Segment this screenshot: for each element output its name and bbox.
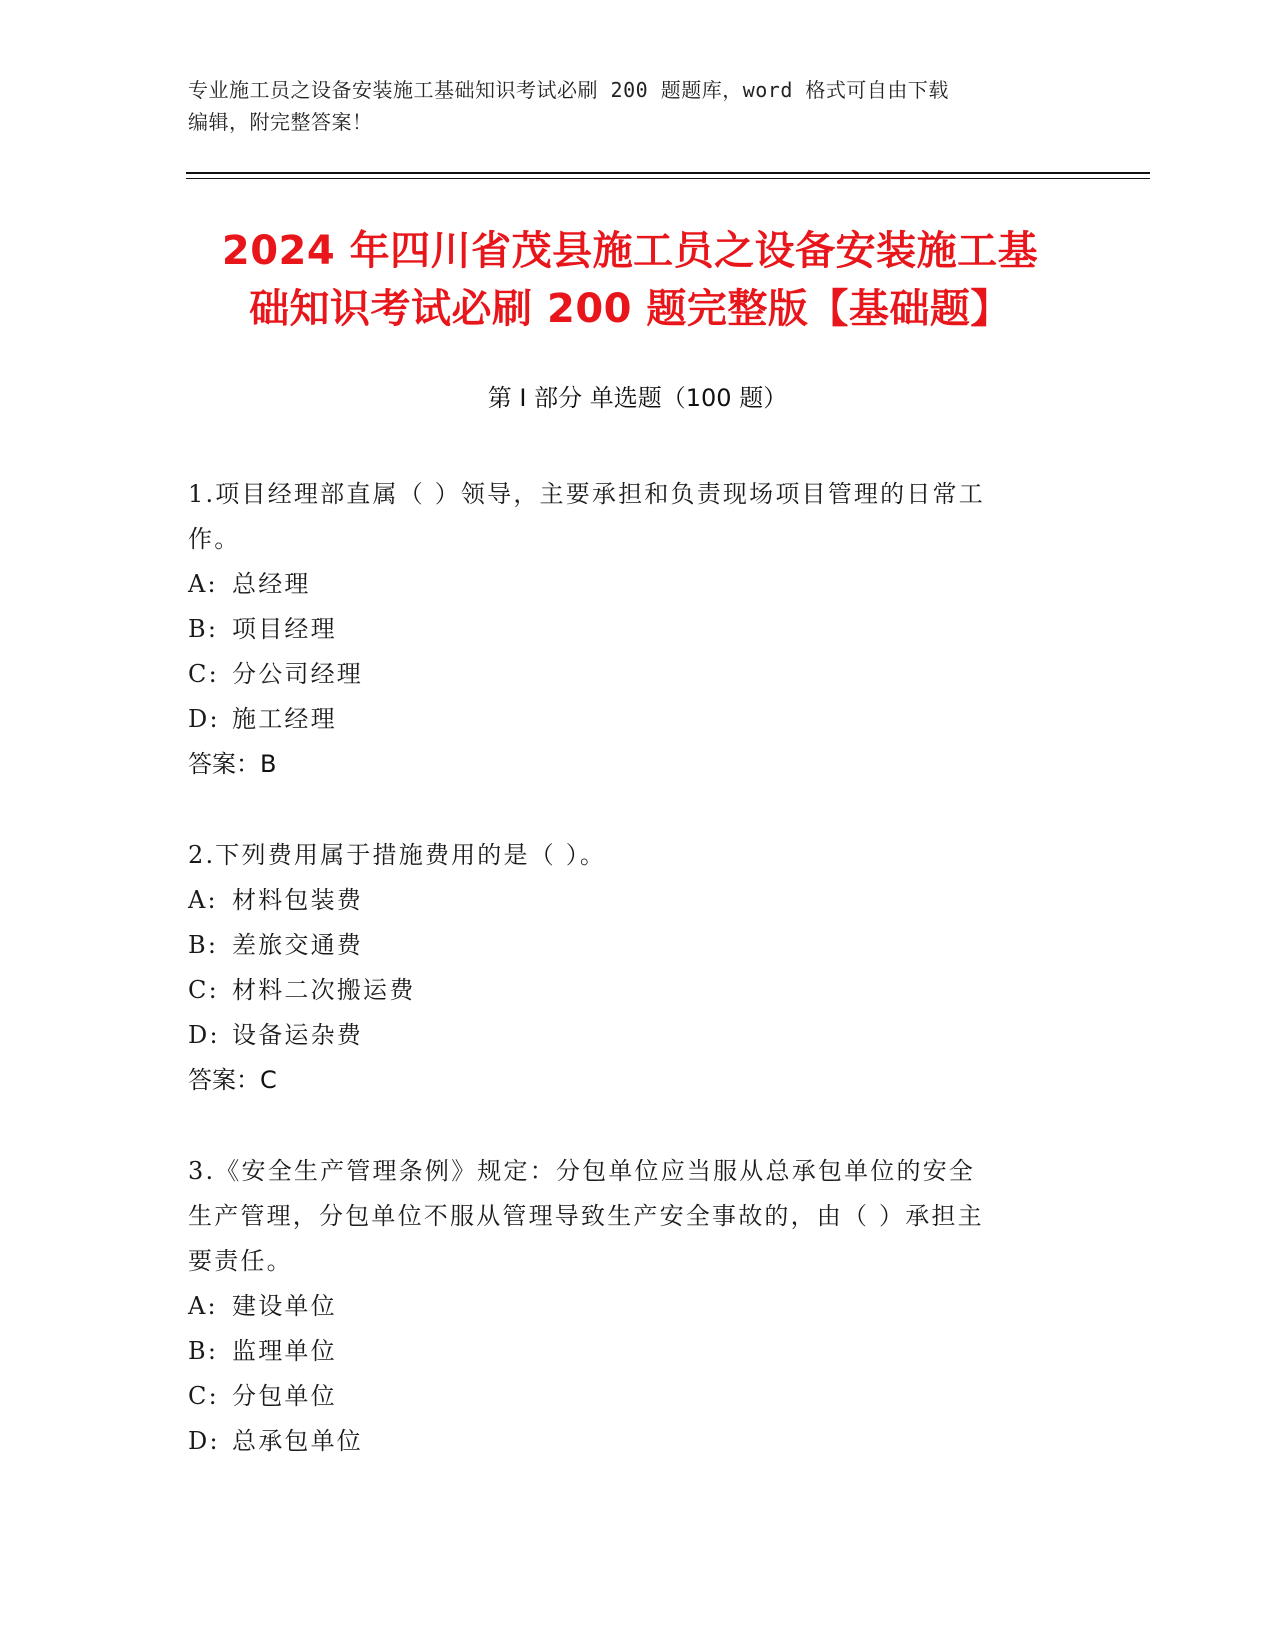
section-title: 第 I 部分 单选题（100 题） xyxy=(487,384,788,412)
option-letter: C: xyxy=(188,976,219,1004)
option-letter: B: xyxy=(188,615,219,643)
option-text: 监理单位 xyxy=(232,1337,337,1365)
option-text: 分包单位 xyxy=(232,1382,337,1410)
option-b xyxy=(188,607,1068,652)
option-letter: A: xyxy=(188,1292,218,1320)
answer-line: 答案：B xyxy=(188,750,277,778)
question-stem-line: 要责任。 xyxy=(188,1247,293,1275)
option-letter: C: xyxy=(188,660,219,688)
header-divider-thick xyxy=(186,172,1150,174)
question-stem-line: 1.项目经理部直属（ ）领导，主要承担和负责现场项目管理的日常工 xyxy=(188,480,985,508)
option-text: 材料二次搬运费 xyxy=(232,976,416,1004)
option-d xyxy=(188,1013,1068,1058)
option-text: 差旅交通费 xyxy=(232,931,363,959)
header-note-line-2: 编辑，附完整答案！ xyxy=(188,110,373,134)
question-stem-line: 3.《安全生产管理条例》规定：分包单位应当服从总承包单位的安全 xyxy=(188,1157,976,1185)
option-text: 施工经理 xyxy=(232,705,337,733)
question-stem-line: 作。 xyxy=(188,525,241,553)
document-title xyxy=(180,222,1080,338)
question-1 xyxy=(188,472,1068,787)
question-stem-line: 生产管理，分包单位不服从管理导致生产安全事故的，由（ ）承担主 xyxy=(188,1202,984,1230)
answer-line: 答案：C xyxy=(188,1066,277,1094)
option-c xyxy=(188,1374,1068,1419)
header-note xyxy=(188,74,1088,138)
header-note-line-1: 专业施工员之设备安装施工基础知识考试必刷 200 题题库，word 格式可自由下载 xyxy=(188,78,949,102)
option-a xyxy=(188,562,1068,607)
option-letter: D: xyxy=(188,1021,220,1049)
option-c xyxy=(188,968,1068,1013)
option-b xyxy=(188,1329,1068,1374)
option-text: 分公司经理 xyxy=(232,660,363,688)
option-b xyxy=(188,923,1068,968)
option-letter: A: xyxy=(188,570,218,598)
question-3 xyxy=(188,1149,1068,1464)
option-c xyxy=(188,652,1068,697)
option-text: 项目经理 xyxy=(232,615,337,643)
question-stem-line: 2.下列费用属于措施费用的是（ ）。 xyxy=(188,841,607,869)
option-a xyxy=(188,878,1068,923)
option-text: 设备运杂费 xyxy=(232,1021,363,1049)
option-text: 总承包单位 xyxy=(232,1427,363,1455)
option-d xyxy=(188,697,1068,742)
document-title-line-2: 础知识考试必刷 200 题完整版【基础题】 xyxy=(249,286,1011,332)
option-letter: A: xyxy=(188,886,218,914)
option-letter: B: xyxy=(188,1337,219,1365)
option-text: 材料包装费 xyxy=(232,886,363,914)
option-a xyxy=(188,1284,1068,1329)
option-letter: B: xyxy=(188,931,219,959)
option-d xyxy=(188,1419,1068,1464)
question-list xyxy=(188,472,1068,1510)
header-divider-thin xyxy=(186,178,1150,179)
option-letter: C: xyxy=(188,1382,219,1410)
option-text: 建设单位 xyxy=(232,1292,337,1320)
option-text: 总经理 xyxy=(232,570,311,598)
option-letter: D: xyxy=(188,705,220,733)
question-2 xyxy=(188,833,1068,1103)
option-letter: D: xyxy=(188,1427,220,1455)
document-title-line-1: 2024 年四川省茂县施工员之设备安装施工基 xyxy=(221,228,1039,274)
